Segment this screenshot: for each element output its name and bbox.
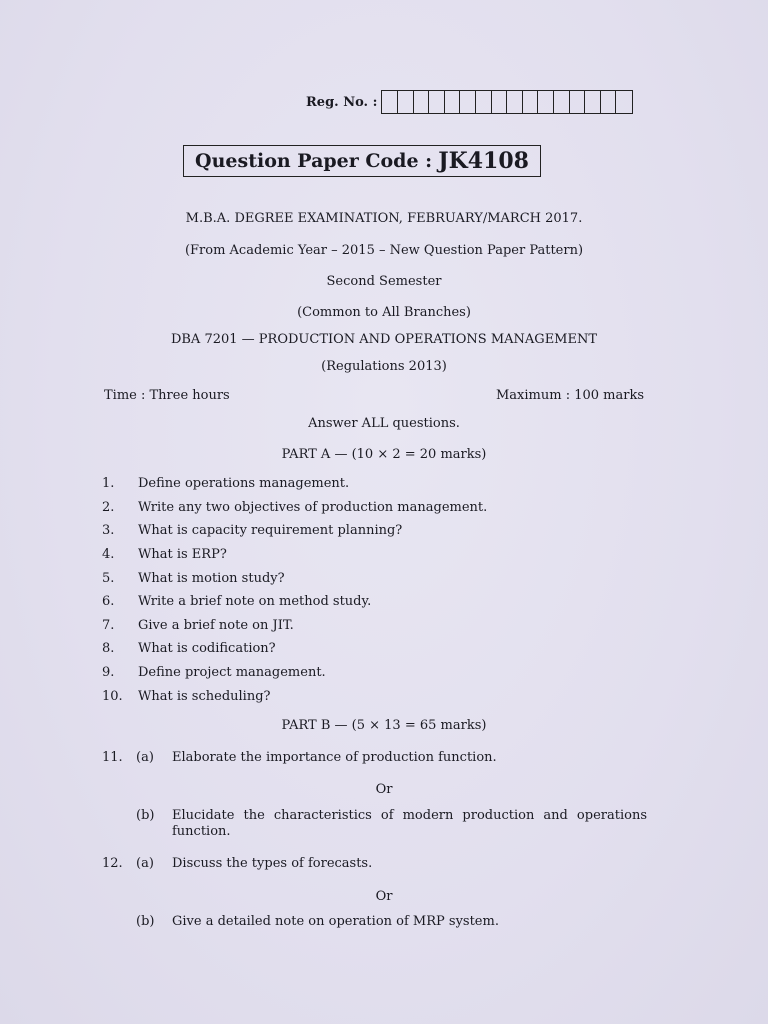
part-a-question [102, 614, 662, 638]
question-number: 12. [102, 856, 123, 871]
academic-year-note: (From Academic Year – 2015 – New Question Paper Pattern) [184, 243, 584, 258]
reg-number-box[interactable] [460, 91, 476, 113]
part-a-question [102, 590, 662, 614]
branches-note: (Common to All Branches) [297, 305, 471, 320]
question-number: 1. [102, 476, 115, 492]
reg-number-box[interactable] [382, 91, 398, 113]
reg-number-box[interactable] [476, 91, 492, 113]
question-text: Elaborate the importance of production function. [172, 750, 497, 765]
question-number: 9. [102, 665, 115, 681]
part-a-question [102, 472, 662, 496]
part-a-question [102, 661, 662, 685]
question-text: What is capacity requirement planning? [138, 523, 403, 539]
part-a-question [102, 566, 662, 590]
or-separator: Or [375, 889, 393, 904]
question-text: Give a detailed note on operation of MRP system. [172, 914, 499, 929]
part-a-question [102, 637, 662, 661]
question-number: 10. [102, 688, 123, 704]
exam-title: M.B.A. DEGREE EXAMINATION, FEBRUARY/MARCH 2017. [185, 211, 583, 226]
question-12a [102, 856, 647, 872]
part-a-question-list [102, 472, 662, 708]
reg-number-box[interactable] [445, 91, 461, 113]
reg-number-boxes [381, 90, 633, 114]
sub-label: (a) [136, 750, 154, 765]
question-number: 5. [102, 570, 115, 586]
instruction: Answer ALL questions. [308, 416, 460, 431]
question-text: What is codification? [138, 641, 276, 657]
semester: Second Semester [326, 274, 442, 289]
sub-label: (b) [136, 914, 155, 929]
question-text: Write a brief note on method study. [138, 594, 372, 610]
question-text: Discuss the types of forecasts. [172, 856, 373, 871]
question-12b [102, 914, 647, 930]
reg-number-row [306, 90, 633, 114]
question-number: 11. [102, 750, 123, 765]
question-text: Give a brief note on JIT. [138, 617, 294, 633]
question-text: Elucidate the characteristics of modern production and operations function. [172, 808, 647, 839]
question-text: Define project management. [138, 665, 326, 681]
reg-number-box[interactable] [585, 91, 601, 113]
question-text: What is motion study? [138, 570, 285, 586]
reg-number-box[interactable] [554, 91, 570, 113]
reg-number-label: Reg. No. : [306, 94, 378, 110]
regulations: (Regulations 2013) [321, 359, 447, 374]
reg-number-box[interactable] [601, 91, 617, 113]
question-number: 4. [102, 547, 115, 563]
reg-number-box[interactable] [414, 91, 430, 113]
reg-number-box[interactable] [616, 91, 632, 113]
reg-number-box[interactable] [507, 91, 523, 113]
sub-label: (a) [136, 856, 154, 871]
sub-label: (b) [136, 808, 155, 823]
question-paper-code-box [183, 145, 541, 177]
reg-number-box[interactable] [398, 91, 414, 113]
part-b-heading: PART B — (5 × 13 = 65 marks) [281, 718, 487, 733]
reg-number-box[interactable] [523, 91, 539, 113]
question-11a [102, 750, 647, 766]
question-number: 7. [102, 617, 115, 633]
question-text: Define operations management. [138, 476, 350, 492]
question-paper-code: JK4108 [438, 148, 529, 174]
reg-number-box[interactable] [538, 91, 554, 113]
question-text: Write any two objectives of production management. [138, 499, 488, 515]
question-number: 2. [102, 499, 115, 515]
reg-number-box[interactable] [492, 91, 508, 113]
reg-number-box[interactable] [429, 91, 445, 113]
maximum-marks: Maximum : 100 marks [495, 388, 644, 403]
time-marks-row [104, 388, 644, 403]
question-number: 3. [102, 523, 115, 539]
question-text: What is ERP? [138, 547, 227, 563]
part-a-question [102, 684, 662, 708]
part-a-question [102, 543, 662, 567]
time-allowed: Time : Three hours [104, 388, 230, 403]
part-a-heading: PART A — (10 × 2 = 20 marks) [281, 447, 487, 462]
part-a-question [102, 496, 662, 520]
question-number: 6. [102, 594, 115, 610]
question-paper-code-label: Question Paper Code : [195, 150, 433, 172]
question-11b [102, 808, 647, 840]
reg-number-box[interactable] [570, 91, 586, 113]
or-separator: Or [375, 782, 393, 797]
part-a-question [102, 519, 662, 543]
question-text: What is scheduling? [138, 688, 271, 704]
course-title: DBA 7201 — PRODUCTION AND OPERATIONS MANAGEMENT [170, 332, 598, 347]
question-number: 8. [102, 641, 115, 657]
